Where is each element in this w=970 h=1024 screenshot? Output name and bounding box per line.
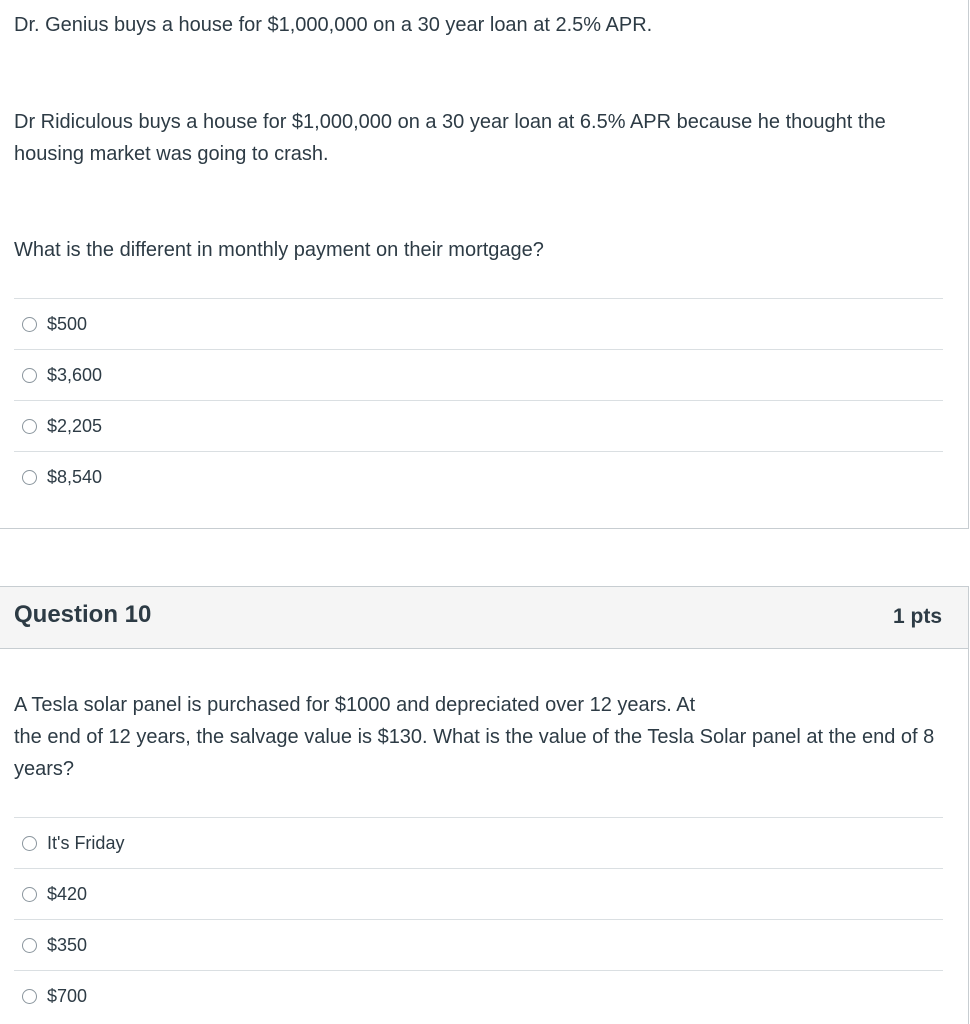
question-title: Question 10 bbox=[14, 601, 152, 628]
question-10-card bbox=[0, 586, 969, 1024]
answer-label: $700 bbox=[47, 985, 88, 1006]
radio-button[interactable] bbox=[22, 989, 37, 1004]
question-10-text-line-1: A Tesla solar panel is purchased for $1000 and depreciated over 12 years. At bbox=[14, 694, 696, 716]
question-9-prompt: What is the different in monthly payment on their mortgage? bbox=[14, 239, 544, 261]
answer-option[interactable] bbox=[14, 818, 943, 869]
question-9-paragraph-1: Dr. Genius buys a house for $1,000,000 on a 30 year loan at 2.5% APR. bbox=[14, 14, 653, 36]
radio-button[interactable] bbox=[22, 470, 37, 485]
answer-label: $420 bbox=[47, 883, 88, 904]
answer-option[interactable] bbox=[14, 452, 943, 502]
question-9-answer-list bbox=[14, 298, 943, 502]
radio-button[interactable] bbox=[22, 887, 37, 902]
answer-option[interactable] bbox=[14, 350, 943, 401]
answer-label: It's Friday bbox=[47, 832, 125, 853]
answer-option[interactable] bbox=[14, 920, 943, 971]
answer-option[interactable] bbox=[14, 869, 943, 920]
answer-label: $500 bbox=[47, 313, 88, 334]
question-9-paragraph-2: Dr Ridiculous buys a house for $1,000,000 on a 30 year loan at 6.5% APR because he thought the housing market was going to crash. bbox=[14, 111, 886, 165]
radio-button[interactable] bbox=[22, 368, 37, 383]
question-10-text: the end of 12 years, the salvage value is $130. What is the value of the Tesla Solar panel at the end of 8 years? bbox=[14, 726, 935, 780]
radio-button[interactable] bbox=[22, 317, 37, 332]
radio-button[interactable] bbox=[22, 938, 37, 953]
radio-button[interactable] bbox=[22, 419, 37, 434]
answer-label: $8,540 bbox=[47, 466, 103, 487]
answer-label: $2,205 bbox=[47, 415, 103, 436]
question-header bbox=[0, 587, 968, 649]
question-10-answer-list bbox=[14, 817, 943, 1021]
radio-button[interactable] bbox=[22, 836, 37, 851]
answer-option[interactable] bbox=[14, 299, 943, 350]
answer-label: $3,600 bbox=[47, 364, 103, 385]
answer-option[interactable] bbox=[14, 401, 943, 452]
answer-label: $350 bbox=[47, 934, 88, 955]
question-points: 1 pts bbox=[892, 605, 942, 628]
answer-option[interactable] bbox=[14, 971, 943, 1021]
